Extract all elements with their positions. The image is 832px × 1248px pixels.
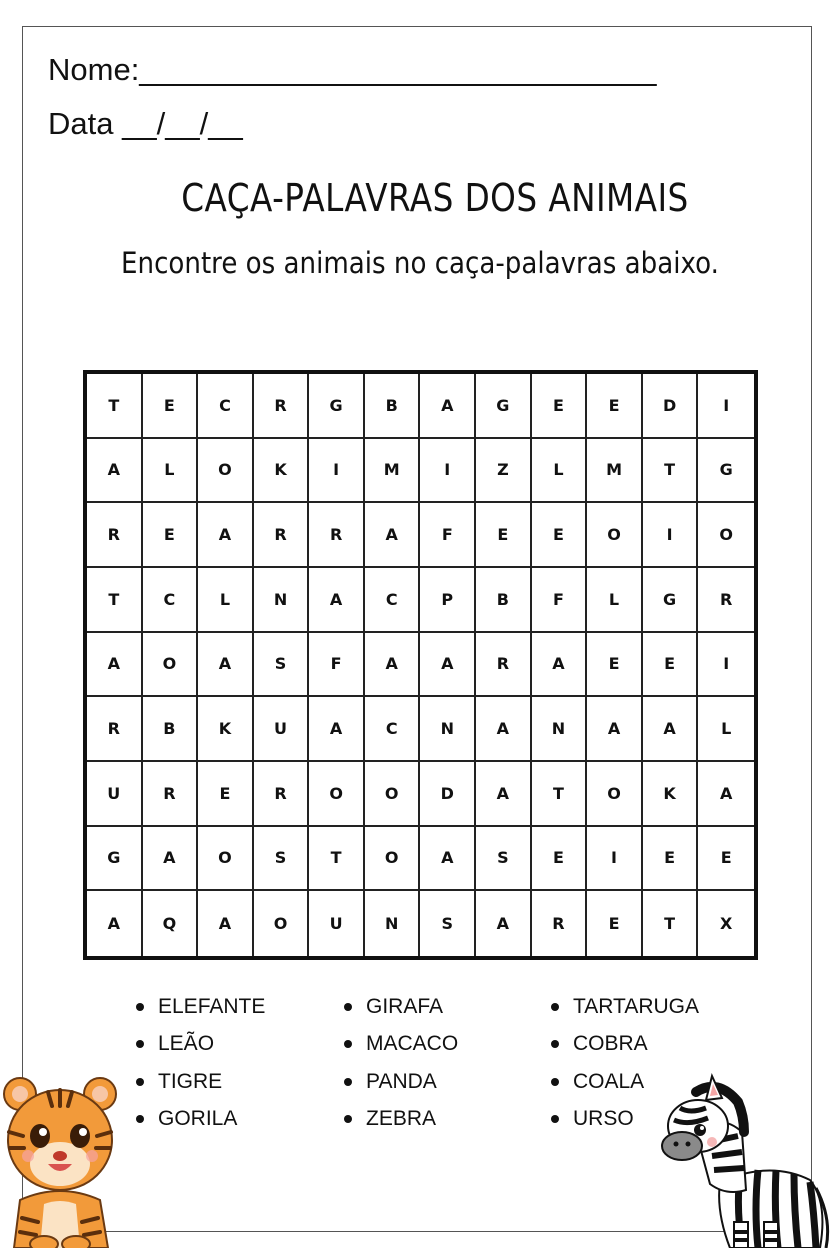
- worksheet-title: CAÇA-PALAVRAS DOS ANIMAIS: [181, 176, 689, 220]
- grid-cell: G: [698, 439, 754, 504]
- grid-cell: R: [254, 503, 310, 568]
- bullet-icon: [551, 1003, 559, 1011]
- grid-cell: C: [198, 374, 254, 439]
- bullet-icon: [551, 1115, 559, 1123]
- grid-cell: A: [87, 633, 143, 698]
- grid-cell: R: [309, 503, 365, 568]
- word-list-item: [551, 988, 699, 1026]
- grid-cell: N: [254, 568, 310, 633]
- word-list-column: [136, 988, 265, 1138]
- grid-cell: I: [587, 827, 643, 892]
- grid-cell: A: [309, 697, 365, 762]
- grid-cell: O: [198, 827, 254, 892]
- bullet-icon: [136, 1115, 144, 1123]
- grid-cell: A: [143, 827, 199, 892]
- grid-cell: A: [420, 374, 476, 439]
- grid-cell: I: [309, 439, 365, 504]
- grid-cell: C: [365, 568, 421, 633]
- grid-cell: A: [476, 762, 532, 827]
- grid-cell: F: [309, 633, 365, 698]
- grid-cell: E: [643, 827, 699, 892]
- grid-cell: N: [420, 697, 476, 762]
- zebra-icon: [660, 1072, 832, 1248]
- grid-cell: F: [532, 568, 588, 633]
- bullet-icon: [136, 1078, 144, 1086]
- grid-cell: E: [532, 503, 588, 568]
- word-label: MACACO: [366, 1032, 459, 1056]
- word-label: COALA: [573, 1069, 645, 1093]
- grid-cell: T: [532, 762, 588, 827]
- grid-cell: A: [420, 633, 476, 698]
- grid-cell: U: [309, 891, 365, 956]
- grid-cell: E: [587, 374, 643, 439]
- grid-cell: B: [476, 568, 532, 633]
- word-label: TARTARUGA: [573, 994, 700, 1018]
- grid-cell: A: [309, 568, 365, 633]
- grid-cell: K: [643, 762, 699, 827]
- grid-cell: C: [143, 568, 199, 633]
- grid-cell: I: [420, 439, 476, 504]
- grid-cell: O: [365, 762, 421, 827]
- grid-cell: O: [587, 762, 643, 827]
- grid-cell: A: [87, 439, 143, 504]
- date-field-label: Data __/__/__: [48, 106, 243, 141]
- grid-cell: T: [87, 568, 143, 633]
- grid-cell: A: [198, 891, 254, 956]
- bullet-icon: [136, 1003, 144, 1011]
- word-label: GORILA: [158, 1107, 238, 1131]
- grid-cell: E: [698, 827, 754, 892]
- grid-cell: R: [87, 697, 143, 762]
- word-label: GIRAFA: [366, 994, 444, 1018]
- name-field-label: Nome:______________________________: [48, 52, 657, 87]
- grid-cell: B: [143, 697, 199, 762]
- grid-cell: U: [254, 697, 310, 762]
- word-label: LEÃO: [158, 1032, 215, 1056]
- grid-cell: R: [254, 374, 310, 439]
- bullet-icon: [344, 1003, 352, 1011]
- grid-cell: B: [365, 374, 421, 439]
- word-label: ELEFANTE: [158, 994, 266, 1018]
- grid-cell: O: [143, 633, 199, 698]
- grid-cell: E: [143, 374, 199, 439]
- grid-cell: A: [476, 697, 532, 762]
- grid-cell: Q: [143, 891, 199, 956]
- grid-cell: S: [476, 827, 532, 892]
- grid-cell: K: [198, 697, 254, 762]
- grid-cell: L: [198, 568, 254, 633]
- grid-cell: I: [643, 503, 699, 568]
- grid-cell: D: [420, 762, 476, 827]
- grid-cell: O: [365, 827, 421, 892]
- grid-cell: L: [532, 439, 588, 504]
- word-list-item: [344, 1063, 458, 1101]
- grid-cell: E: [532, 374, 588, 439]
- grid-cell: G: [87, 827, 143, 892]
- grid-cell: O: [254, 891, 310, 956]
- word-list-item: [344, 988, 458, 1026]
- grid-cell: A: [643, 697, 699, 762]
- grid-cell: A: [198, 503, 254, 568]
- grid-cell: A: [365, 633, 421, 698]
- grid-cell: A: [198, 633, 254, 698]
- word-list-item: [136, 988, 265, 1026]
- word-label: COBRA: [573, 1032, 648, 1056]
- grid-cell: E: [587, 633, 643, 698]
- bullet-icon: [551, 1078, 559, 1086]
- grid-cell: L: [143, 439, 199, 504]
- word-label: TIGRE: [158, 1069, 223, 1093]
- grid-cell: X: [720, 914, 733, 934]
- grid-cell: I: [698, 374, 754, 439]
- grid-cell: A: [532, 633, 588, 698]
- tiger-icon: [0, 1072, 130, 1248]
- grid-cell: R: [254, 762, 310, 827]
- grid-cell: E: [587, 891, 643, 956]
- grid-cell: O: [698, 503, 754, 568]
- bullet-icon: [551, 1040, 559, 1048]
- grid-cell: N: [532, 697, 588, 762]
- grid-cell: R: [476, 633, 532, 698]
- grid-cell: R: [698, 568, 754, 633]
- grid-cell: R: [532, 891, 588, 956]
- grid-cell: A: [476, 891, 532, 956]
- grid-cell: E: [476, 503, 532, 568]
- grid-cell: D: [643, 374, 699, 439]
- grid-cell: M: [365, 439, 421, 504]
- grid-cell: S: [420, 891, 476, 956]
- grid-cell: R: [87, 503, 143, 568]
- grid-cell: L: [587, 568, 643, 633]
- grid-cell: A: [698, 762, 754, 827]
- grid-cell: E: [143, 503, 199, 568]
- grid-cell: E: [198, 762, 254, 827]
- word-label: ZEBRA: [366, 1107, 437, 1131]
- grid-cell: I: [698, 633, 754, 698]
- grid-cell: S: [254, 633, 310, 698]
- grid-cell: A: [365, 503, 421, 568]
- grid-cell: M: [587, 439, 643, 504]
- grid-cell: A: [587, 697, 643, 762]
- grid-cell: A: [87, 891, 143, 956]
- word-label: URSO: [573, 1107, 634, 1131]
- grid-cell: G: [643, 568, 699, 633]
- word-list-item: [136, 1026, 265, 1064]
- word-list-item: [136, 1101, 265, 1139]
- word-search-grid: [83, 370, 758, 960]
- grid-cell: G: [309, 374, 365, 439]
- grid-cell: E: [532, 827, 588, 892]
- grid-cell: Z: [476, 439, 532, 504]
- grid-cell: K: [254, 439, 310, 504]
- grid-cell: T: [643, 891, 699, 956]
- grid-cell: C: [365, 697, 421, 762]
- word-list-item: [136, 1063, 265, 1101]
- grid-cell: A: [420, 827, 476, 892]
- grid-cell: F: [420, 503, 476, 568]
- grid-cell: O: [198, 439, 254, 504]
- bullet-icon: [344, 1115, 352, 1123]
- word-list-item: [344, 1026, 458, 1064]
- word-list-item: [551, 1026, 699, 1064]
- bullet-icon: [344, 1078, 352, 1086]
- word-list-column: [344, 988, 458, 1138]
- grid-cell: R: [143, 762, 199, 827]
- grid-cell: T: [309, 827, 365, 892]
- grid-cell: O: [587, 503, 643, 568]
- grid-cell: P: [420, 568, 476, 633]
- word-list-item: [344, 1101, 458, 1139]
- worksheet-instructions: Encontre os animais no caça-palavras abaixo.: [121, 246, 719, 280]
- grid-cell: O: [309, 762, 365, 827]
- grid-cell: S: [254, 827, 310, 892]
- word-label: PANDA: [366, 1069, 437, 1093]
- grid-cell: N: [365, 891, 421, 956]
- grid-cell: T: [87, 374, 143, 439]
- grid-cell: U: [87, 762, 143, 827]
- grid-cell: L: [698, 697, 754, 762]
- bullet-icon: [136, 1040, 144, 1048]
- grid-cell: G: [476, 374, 532, 439]
- grid-cell: E: [643, 633, 699, 698]
- grid-cell: T: [643, 439, 699, 504]
- bullet-icon: [344, 1040, 352, 1048]
